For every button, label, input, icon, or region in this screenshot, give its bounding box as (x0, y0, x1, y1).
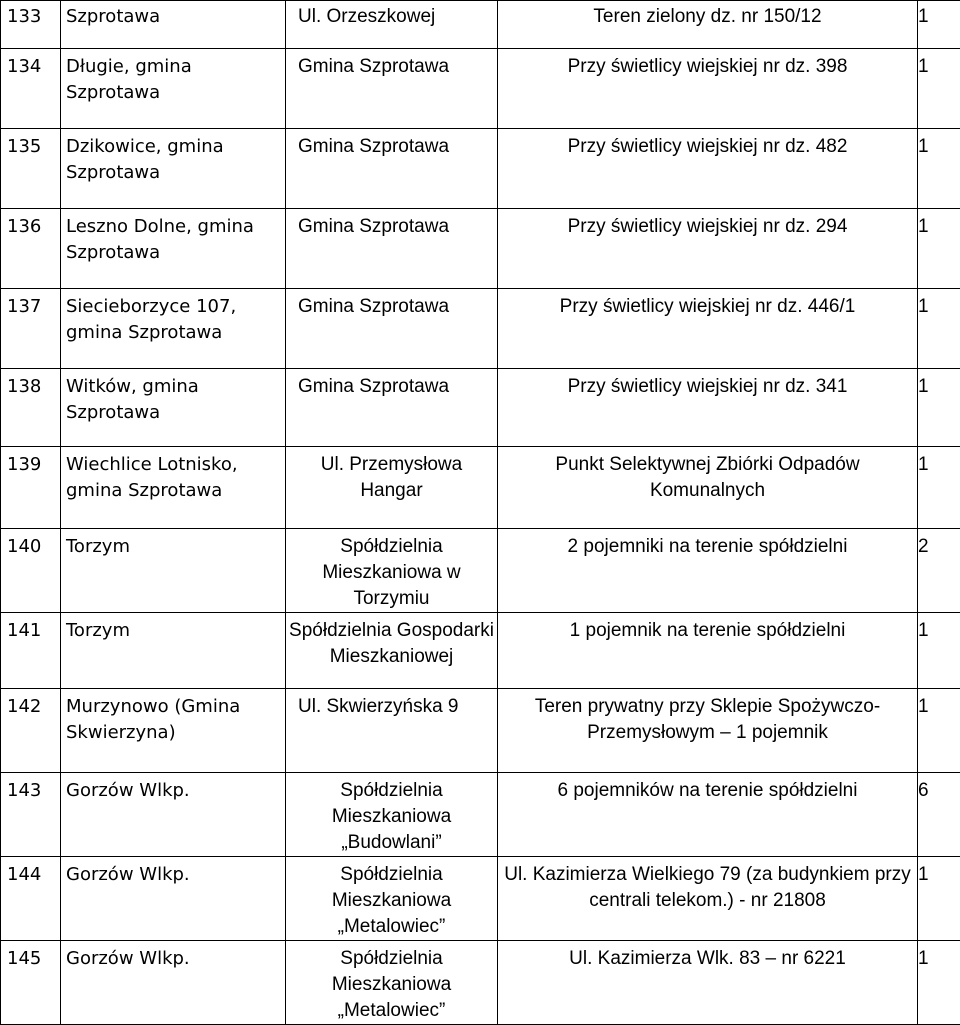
place-cell: Przy świetlicy wiejskiej nr dz. 398 (498, 49, 918, 129)
count-cell: 1 (918, 1, 960, 49)
location-cell: Torzym (61, 613, 286, 689)
location-cell: Długie, gmina Szprotawa (61, 49, 286, 129)
count-cell: 1 (918, 209, 960, 289)
location-cell: Dzikowice, gmina Szprotawa (61, 129, 286, 209)
place-cell: Ul. Kazimierza Wlk. 83 – nr 6221 (498, 941, 918, 1025)
place-cell: Punkt Selektywnej Zbiórki Odpadów Komunalnych (498, 447, 918, 529)
address-cell: Spółdzielnia Mieszkaniowa w Torzymiu (286, 529, 498, 613)
row-number: 134 (1, 49, 61, 129)
place-cell: Teren prywatny przy Sklepie Spożywczo-Przemysłowym – 1 pojemnik (498, 689, 918, 773)
table-row (1, 529, 960, 613)
place-cell: 1 pojemnik na terenie spółdzielni (498, 613, 918, 689)
table-row (1, 773, 960, 857)
row-number: 136 (1, 209, 61, 289)
location-cell: Siecieborzyce 107, gmina Szprotawa (61, 289, 286, 369)
place-cell: Przy świetlicy wiejskiej nr dz. 446/1 (498, 289, 918, 369)
count-cell: 1 (918, 941, 960, 1025)
table-row (1, 1, 960, 49)
count-cell: 1 (918, 689, 960, 773)
count-cell: 2 (918, 529, 960, 613)
address-cell: Gmina Szprotawa (286, 129, 498, 209)
table-row (1, 447, 960, 529)
count-cell: 1 (918, 857, 960, 941)
location-cell: Murzynowo (Gmina Skwierzyna) (61, 689, 286, 773)
location-cell: Witków, gmina Szprotawa (61, 369, 286, 447)
address-cell: Ul. Orzeszkowej (286, 1, 498, 49)
row-number: 138 (1, 369, 61, 447)
location-cell: Leszno Dolne, gmina Szprotawa (61, 209, 286, 289)
location-cell: Wiechlice Lotnisko, gmina Szprotawa (61, 447, 286, 529)
count-cell: 1 (918, 369, 960, 447)
place-cell: 2 pojemniki na terenie spółdzielni (498, 529, 918, 613)
table-row (1, 941, 960, 1025)
address-cell: Spółdzielnia Mieszkaniowa „Budowlani” (286, 773, 498, 857)
row-number: 133 (1, 1, 61, 49)
address-cell: Spółdzielnia Mieszkaniowa „Metalowiec” (286, 941, 498, 1025)
row-number: 137 (1, 289, 61, 369)
location-cell: Gorzów Wlkp. (61, 773, 286, 857)
location-cell: Szprotawa (61, 1, 286, 49)
row-number: 135 (1, 129, 61, 209)
table-row (1, 209, 960, 289)
address-cell: Gmina Szprotawa (286, 369, 498, 447)
place-cell: Teren zielony dz. nr 150/12 (498, 1, 918, 49)
address-cell: Gmina Szprotawa (286, 289, 498, 369)
place-cell: Przy świetlicy wiejskiej nr dz. 482 (498, 129, 918, 209)
address-cell: Gmina Szprotawa (286, 209, 498, 289)
count-cell: 6 (918, 773, 960, 857)
row-number: 139 (1, 447, 61, 529)
address-cell: Spółdzielnia Gospodarki Mieszkaniowej (286, 613, 498, 689)
count-cell: 1 (918, 613, 960, 689)
place-cell: 6 pojemników na terenie spółdzielni (498, 773, 918, 857)
table-row (1, 613, 960, 689)
count-cell: 1 (918, 447, 960, 529)
count-cell: 1 (918, 129, 960, 209)
table-row (1, 129, 960, 209)
table-row (1, 689, 960, 773)
address-cell: Gmina Szprotawa (286, 49, 498, 129)
place-cell: Przy świetlicy wiejskiej nr dz. 294 (498, 209, 918, 289)
row-number: 143 (1, 773, 61, 857)
count-cell: 1 (918, 289, 960, 369)
table-body (1, 1, 960, 1025)
place-cell: Ul. Kazimierza Wielkiego 79 (za budynkiem przy centrali telekom.) - nr 21808 (498, 857, 918, 941)
table-row (1, 289, 960, 369)
count-cell: 1 (918, 49, 960, 129)
location-cell: Torzym (61, 529, 286, 613)
table-row (1, 857, 960, 941)
address-cell: Ul. Przemysłowa Hangar (286, 447, 498, 529)
table-row (1, 369, 960, 447)
place-cell: Przy świetlicy wiejskiej nr dz. 341 (498, 369, 918, 447)
row-number: 145 (1, 941, 61, 1025)
location-cell: Gorzów Wlkp. (61, 857, 286, 941)
location-cell: Gorzów Wlkp. (61, 941, 286, 1025)
row-number: 144 (1, 857, 61, 941)
row-number: 140 (1, 529, 61, 613)
address-cell: Ul. Skwierzyńska 9 (286, 689, 498, 773)
row-number: 142 (1, 689, 61, 773)
table-row (1, 49, 960, 129)
address-cell: Spółdzielnia Mieszkaniowa „Metalowiec” (286, 857, 498, 941)
row-number: 141 (1, 613, 61, 689)
